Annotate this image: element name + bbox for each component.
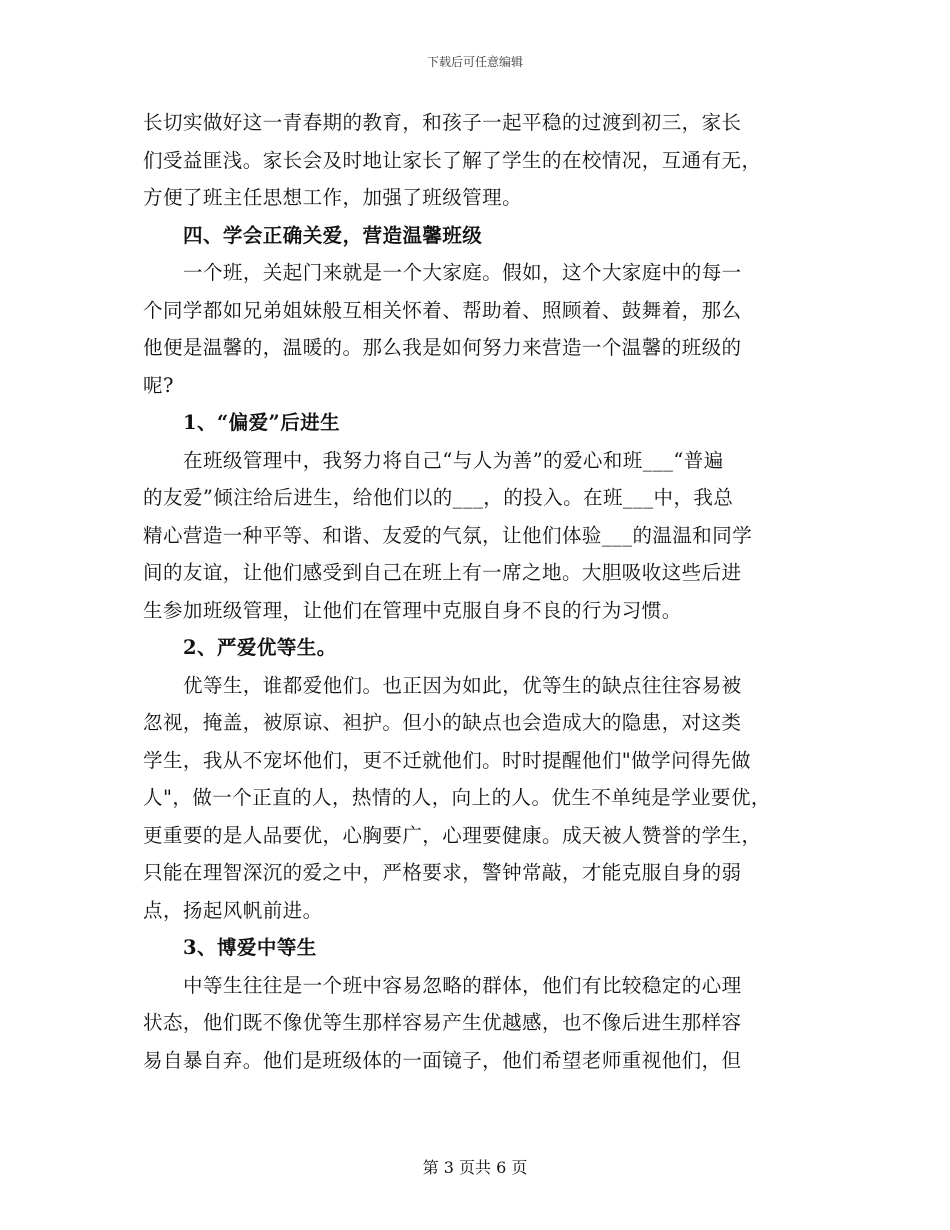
- text-line: 状态，他们既不像优等生那样容易产生优越感，也不像后进生那样容: [143, 1011, 742, 1034]
- section-heading: 四、学会正确关爱，营造温馨班级: [183, 223, 483, 247]
- text-line: 只能在理智深沉的爱之中，严格要求，警钟常敲，才能克服自身的弱: [143, 861, 742, 884]
- subsection-heading: 2、严爱优等生。: [183, 636, 337, 659]
- text-line: 生参加班级管理，让他们在管理中克服自身不良的行为习惯。: [143, 598, 682, 622]
- text-line: 呢?: [143, 373, 174, 397]
- text-line: 中等生往往是一个班中容易忽略的群体，他们有比较稳定的心理: [183, 973, 742, 997]
- text-line: 忽视，掩盖，被原谅、袒护。但小的缺点也会造成大的隐患，对这类: [143, 711, 742, 734]
- text-line: 在班级管理中，我努力将自己“与人为善”的爱心和班___“普遍: [183, 448, 724, 472]
- text-line: 点，扬起风帆前进。: [143, 898, 323, 922]
- page-footer: 第 3 页共 6 页: [422, 1158, 528, 1177]
- text-line: 方便了班主任思想工作，加强了班级管理。: [143, 186, 523, 209]
- text-line: 个同学都如兄弟姐妹般互相关怀着、帮助着、照顾着、鼓舞着，那么: [143, 298, 742, 322]
- text-line: 一个班，关起门来就是一个大家庭。假如，这个大家庭中的每一: [183, 261, 742, 284]
- text-line: 的友爱”倾注给后进生，给他们以的___，的投入。在班___中，我总: [143, 486, 734, 509]
- subsection-heading: 3、博爱中等生: [183, 936, 317, 959]
- text-line: 长切实做好这一青春期的教育，和孩子一起平稳的过渡到初三，家长: [143, 111, 742, 134]
- document-body: [143, 104, 823, 1079]
- page-header: 下载后可任意编辑: [426, 55, 523, 69]
- text-line: 们受益匪浅。家长会及时地让家长了解了学生的在校情况，互通有无，: [143, 148, 762, 172]
- text-line: 间的友谊，让他们感受到自己在班上有一席之地。大胆吸收这些后进: [143, 561, 742, 584]
- text-line: 他便是温馨的，温暖的。那么我是如何努力来营造一个温馨的班级的: [143, 336, 742, 359]
- text-line: 更重要的是人品要优，心胸要广，心理要健康。成天被人赞誉的学生，: [143, 823, 762, 847]
- text-line: 易自暴自弃。他们是班级体的一面镜子，他们希望老师重视他们，但: [143, 1048, 742, 1072]
- text-line: 人"，做一个正直的人，热情的人，向上的人。优生不单纯是学业要优，: [143, 786, 771, 809]
- text-line: 精心营造一种平等、和谐、友爱的气氛，让他们体验___的温温和同学: [143, 523, 753, 547]
- text-line: 学生，我从不宠坏他们，更不迁就他们。时时提醒他们"做学问得先做: [143, 748, 751, 772]
- text-line: 优等生，谁都爱他们。也正因为如此，优等生的缺点往往容易被: [183, 673, 742, 697]
- subsection-heading: 1、“偏爱”后进生: [183, 411, 341, 434]
